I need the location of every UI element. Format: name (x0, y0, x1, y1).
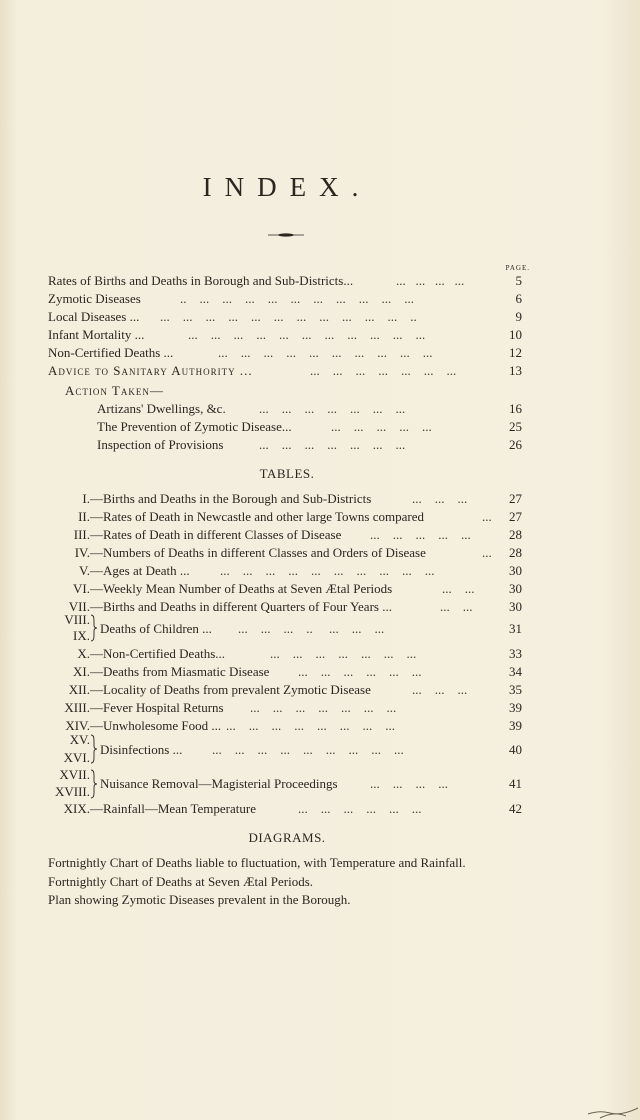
table-label: —Fever Hospital Returns (90, 700, 224, 715)
leader-dots: ... ... (442, 581, 475, 596)
index-entry (97, 436, 522, 454)
table-numeral: IV. (74, 545, 90, 560)
leader-dots: ... ... ... (412, 682, 468, 697)
table-entry (30, 508, 522, 526)
entry-label: Advice to Sanitary Authority ... (48, 363, 253, 378)
entry-page: 25 (509, 419, 522, 434)
leader-dots: .. ... ... ... ... ... ... ... ... ... ... (180, 291, 414, 306)
index-entry (48, 326, 522, 344)
table-numeral: XV. (69, 732, 90, 747)
table-label: —Non-Certified Deaths... (90, 646, 226, 661)
index-entry (48, 290, 522, 308)
table-page: 31 (509, 621, 522, 636)
table-page: 42 (509, 801, 522, 816)
table-entry (30, 699, 522, 717)
table-label: —Rates of Death in different Classes of Disease (90, 527, 342, 542)
table-label: —Unwholesome Food ... (90, 718, 222, 733)
action-heading: Action Taken— (65, 383, 164, 398)
table-label: —Births and Deaths in different Quarters of Four Years ... (90, 599, 392, 614)
entry-page: 6 (515, 291, 522, 306)
index-entry (97, 418, 522, 436)
table-entry (30, 717, 522, 735)
table-page: 30 (509, 581, 522, 596)
leader-dots: ... (482, 509, 492, 524)
table-numeral: V. (79, 563, 90, 578)
table-numeral: X. (77, 646, 90, 661)
brace-icon (90, 769, 98, 799)
leader-dots: ... ... ... ... ... ... ... (270, 646, 417, 661)
diagram-item: Fortnightly Chart of Deaths at Seven Ætal Periods. (48, 874, 314, 889)
leader-dots: ... ... ... ... ... ... ... ... ... ... (218, 345, 433, 360)
entry-page: 5 (515, 273, 522, 288)
tables-heading: TABLES. (259, 466, 315, 481)
leader-dots: ... ... ... ... ... ... ... (310, 363, 457, 378)
entry-page: 12 (509, 345, 522, 360)
table-numeral: XIV. (65, 718, 90, 733)
table-entry (30, 580, 522, 598)
entry-page: 10 (509, 327, 522, 342)
page-title: INDEX. (202, 172, 372, 202)
table-page: 41 (509, 776, 522, 791)
table-page: 33 (509, 646, 522, 661)
leader-dots: ... ... ... ... (370, 776, 448, 791)
table-page: 34 (509, 664, 522, 679)
table-entry (30, 800, 522, 818)
table-entry (100, 620, 522, 638)
leader-dots: ... ... (440, 599, 473, 614)
entry-label: Non-Certified Deaths ... (48, 345, 174, 360)
table-page: 27 (509, 509, 522, 524)
entry-label: Zymotic Diseases (48, 291, 141, 306)
table-label: Nuisance Removal—Magisterial Proceedings (100, 776, 338, 791)
table-label: —Weekly Mean Number of Deaths at Seven Ætal Periods (90, 581, 393, 596)
table-label: Disinfections ... (100, 742, 183, 757)
leader-dots: ... ... ... ... (396, 273, 465, 288)
entry-page: 9 (515, 309, 522, 324)
table-entry (30, 526, 522, 544)
leader-dots: ... ... ... ... ... ... ... ... ... (212, 742, 404, 757)
table-page: 40 (509, 742, 522, 757)
table-entry (30, 645, 522, 663)
table-entry (30, 663, 522, 681)
entry-label: Local Diseases ... (48, 309, 140, 324)
table-numeral: IX. (73, 628, 90, 643)
diagram-item: Plan showing Zymotic Diseases prevalent in the Borough. (48, 892, 351, 907)
leader-dots: ... ... ... ... ... ... ... ... ... ... ... .. (160, 309, 417, 324)
table-numeral: VI. (73, 581, 90, 596)
index-entry (48, 308, 522, 326)
table-entry (30, 490, 522, 508)
table-entry (30, 598, 522, 616)
entry-label: Inspection of Provisions (97, 437, 224, 452)
entry-label: The Prevention of Zymotic Disease... (97, 419, 292, 434)
page-corner-mark (580, 1080, 640, 1120)
table-page: 30 (509, 599, 522, 614)
table-label: —Numbers of Deaths in different Classes and Orders of Disease (90, 545, 426, 560)
leader-dots: ... ... ... ... ... ... ... (259, 401, 406, 416)
entry-page: 26 (509, 437, 522, 452)
table-numeral: I. (82, 491, 90, 506)
leader-dots: ... ... ... ... ... ... ... (259, 437, 406, 452)
index-entry (97, 400, 522, 418)
entry-label: Rates of Births and Deaths in Borough and Sub-Districts... (48, 273, 354, 288)
leader-dots: ... (482, 545, 492, 560)
table-entry (30, 681, 522, 699)
table-numeral: XII. (68, 682, 90, 697)
table-numeral: XIII. (64, 700, 90, 715)
page-column-header: PAGE. (505, 264, 530, 272)
index-entry (48, 272, 522, 290)
table-numeral: XIX. (63, 801, 90, 816)
leader-dots: ... ... ... ... ... (331, 419, 432, 434)
table-page: 39 (509, 700, 522, 715)
brace-icon (90, 734, 98, 764)
diagram-item: Fortnightly Chart of Deaths liable to fluctuation, with Temperature and Rainfall. (48, 855, 466, 870)
table-entry (100, 741, 522, 759)
table-entry (30, 544, 522, 562)
table-numeral: VIII. (64, 612, 90, 627)
leader-dots: ... ... ... ... ... ... ... ... ... ... (220, 563, 435, 578)
table-page: 30 (509, 563, 522, 578)
leader-dots: ... ... ... (412, 491, 468, 506)
table-page: 39 (509, 718, 522, 733)
table-label: Deaths of Children ... (100, 621, 212, 636)
leader-dots: ... ... ... ... ... ... ... (250, 700, 397, 715)
table-label: —Rates of Death in Newcastle and other large Towns compared (90, 509, 424, 524)
ornament-rule (268, 233, 304, 237)
entry-page: 16 (509, 401, 522, 416)
entry-page: 13 (509, 363, 522, 378)
table-numeral: XVI. (63, 750, 90, 765)
table-numeral: XVIII. (54, 784, 90, 799)
table-page: 27 (509, 491, 522, 506)
entry-label: Infant Mortality ... (48, 327, 145, 342)
leader-dots: ... ... ... ... ... ... ... ... (226, 718, 395, 733)
index-entry (48, 362, 522, 380)
leader-dots: ... ... ... ... ... ... (298, 664, 422, 679)
leader-dots: ... ... ... .. ... ... ... (238, 621, 385, 636)
table-label: —Births and Deaths in the Borough and Sub-Districts (90, 491, 372, 506)
table-numeral: VII. (68, 599, 90, 614)
table-numeral: XVII. (59, 767, 90, 782)
diagrams-heading: DIAGRAMS. (248, 830, 326, 845)
table-label: —Locality of Deaths from prevalent Zymotic Disease (90, 682, 371, 697)
table-numeral: II. (78, 509, 90, 524)
table-numeral: XI. (73, 664, 90, 679)
index-entry (48, 344, 522, 362)
table-label: —Ages at Death ... (90, 563, 190, 578)
table-label: —Deaths from Miasmatic Disease (90, 664, 270, 679)
table-numeral: III. (73, 527, 90, 542)
table-label: —Rainfall—Mean Temperature (90, 801, 256, 816)
table-entry (100, 775, 522, 793)
leader-dots: ... ... ... ... ... ... ... ... ... ... ... (188, 327, 426, 342)
leader-dots: ... ... ... ... ... (370, 527, 471, 542)
leader-dots: ... ... ... ... ... ... (298, 801, 422, 816)
table-page: 35 (509, 682, 522, 697)
entry-label: Artizans' Dwellings, &c. (97, 401, 226, 416)
table-page: 28 (509, 545, 522, 560)
brace-icon (90, 614, 98, 642)
table-entry (30, 562, 522, 580)
table-page: 28 (509, 527, 522, 542)
